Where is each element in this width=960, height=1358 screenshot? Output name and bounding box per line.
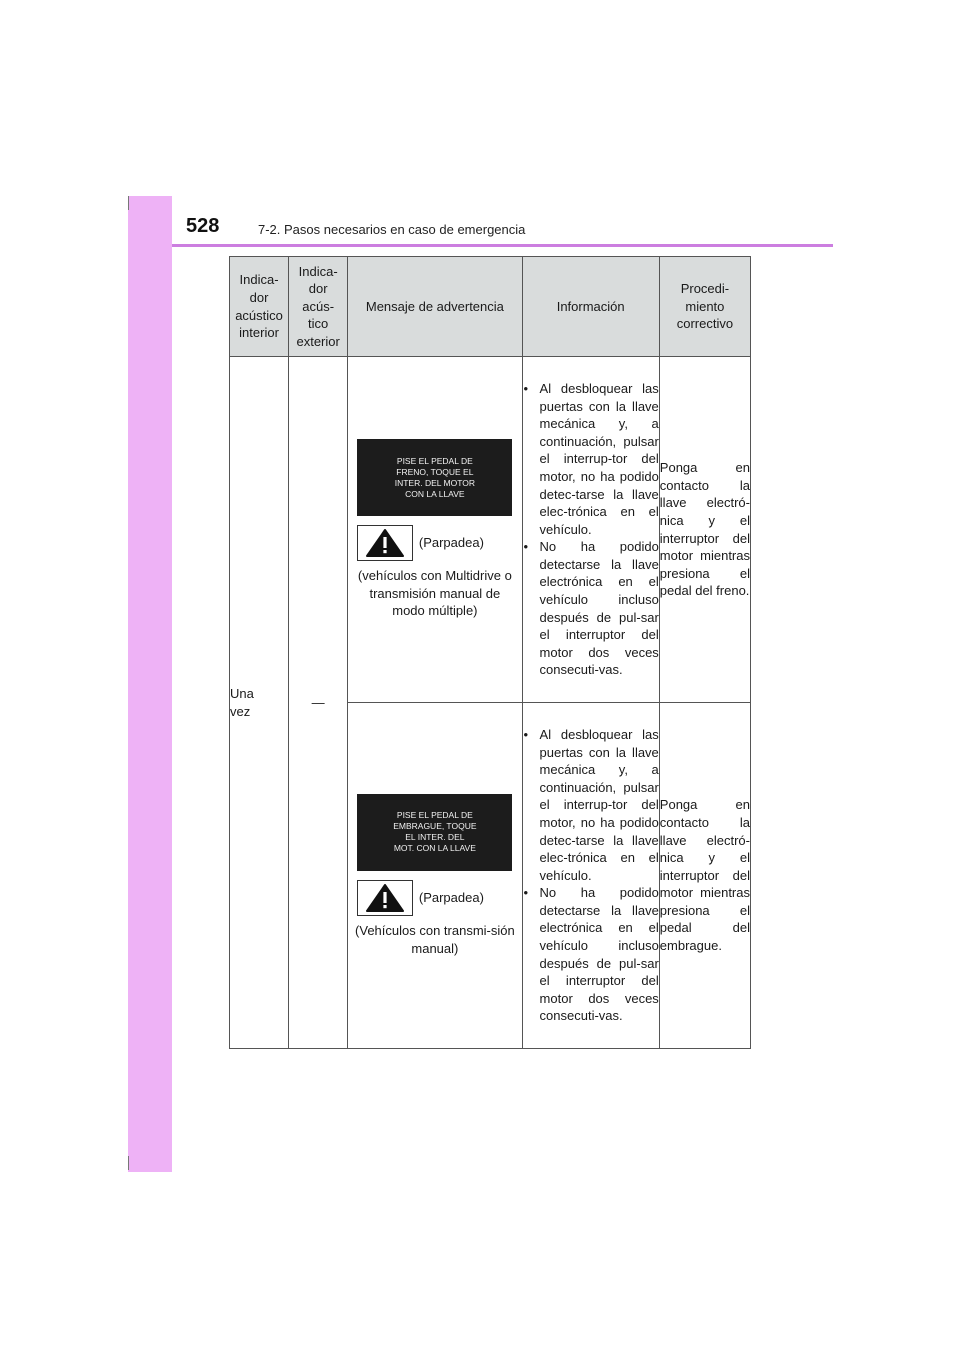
frequency-text: Una vez <box>230 685 254 719</box>
header-corrective-procedure <box>659 257 750 357</box>
header-label: Indica- dor acústico interior <box>235 272 283 341</box>
exclamation-triangle-icon <box>365 883 405 913</box>
header-label: Procedi- miento correctivo <box>676 281 734 332</box>
list-item: • Al desbloquear las puertas con la llave mecánica y, a continuación, pulsar el interrup-tor del motor, no ha podido detec-tarse la llave elec-trónica en el vehículo. <box>523 380 659 538</box>
information-list <box>523 380 659 679</box>
warning-table <box>229 256 751 1049</box>
warning-indicator-box <box>357 525 413 561</box>
information-cell <box>522 357 659 703</box>
vehicle-note: (vehículos con Multidrive o transmisión manual de modo múltiple) <box>357 568 512 619</box>
header-label: Mensaje de advertencia <box>365 298 504 314</box>
list-item: • Al desbloquear las puertas con la llave mecánica y, a continuación, pulsar el interrup-tor del motor, no ha podido detec-tarse la llave elec-trónica en el vehículo. <box>523 726 659 884</box>
crop-mark-top-left <box>128 196 129 210</box>
message-cell <box>348 357 522 703</box>
header-information <box>522 257 659 357</box>
header-label: Indica- dor acús- tico exterior <box>296 263 340 349</box>
information-cell <box>522 703 659 1049</box>
section-title: 7-2. Pasos necesarios en caso de emergencia <box>258 222 526 237</box>
table-header-row <box>230 257 751 357</box>
table-row <box>230 357 751 703</box>
exclamation-triangle-icon <box>365 528 405 558</box>
flash-label: (Parpadea) <box>418 890 484 906</box>
message-cell <box>348 703 522 1049</box>
list-item: • No ha podido detectarse la llave electrónica en el vehículo incluso después de pul-sar el interruptor del motor dos veces consecuti-vas. <box>523 884 659 1025</box>
crop-mark-bottom-left <box>128 1156 129 1170</box>
flash-row <box>357 880 513 916</box>
header-interior-buzzer <box>230 257 289 357</box>
header-warning-message <box>348 257 522 357</box>
list-item: • No ha podido detectarse la llave electrónica en el vehículo incluso después de pul-sar el interruptor del motor dos veces consecuti-vas. <box>523 538 659 679</box>
display-message-screen: PISE EL PEDAL DE FRENO, TOQUE EL INTER. DEL MOTOR CON LA LLAVE <box>357 439 512 516</box>
display-message-screen: PISE EL PEDAL DE EMBRAGUE, TOQUE EL INTER. DEL MOT. CON LA LLAVE <box>357 794 512 871</box>
chapter-color-strip <box>128 196 172 1172</box>
exterior-cell <box>289 357 348 1049</box>
vehicle-note: (Vehículos con transmi-sión manual) <box>355 922 515 956</box>
procedure-text: Ponga en contacto la llave electró-nica y el interruptor del motor mientras presiona el pedal del embrague. <box>659 797 750 954</box>
procedure-cell <box>659 703 750 1049</box>
information-list <box>523 726 659 1025</box>
page-number: 528 <box>186 215 220 237</box>
frequency-cell <box>230 357 289 1049</box>
header-label: Información <box>556 298 625 314</box>
flash-label: (Parpadea) <box>418 535 484 551</box>
procedure-cell <box>659 357 750 703</box>
header-exterior-buzzer <box>289 257 348 357</box>
exterior-dash: — <box>311 694 325 710</box>
warning-indicator-box <box>357 880 413 916</box>
flash-row <box>357 525 513 561</box>
header-rule <box>172 244 833 247</box>
procedure-text: Ponga en contacto la llave electró-nica y el interruptor del motor mientras presiona el pedal del freno. <box>659 460 750 599</box>
